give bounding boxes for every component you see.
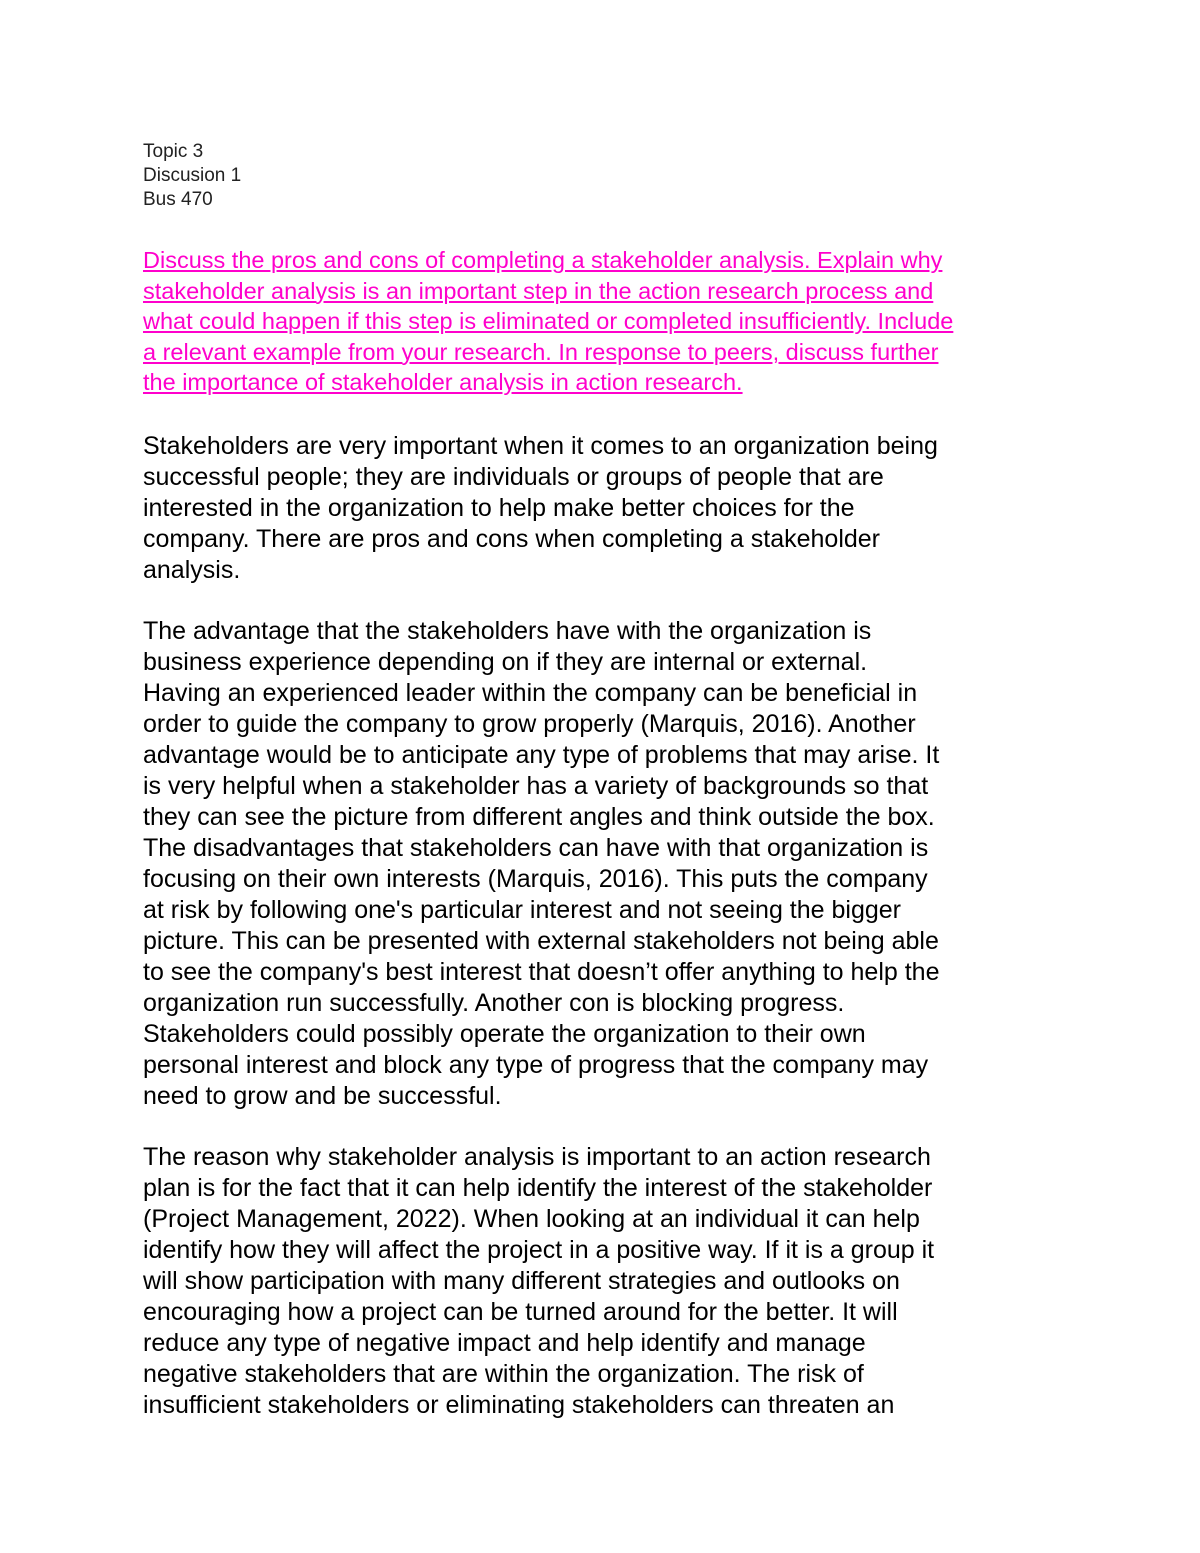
course-line: Bus 470: [143, 189, 213, 210]
body-paragraph-1: Stakeholders are very important when it comes to an organization being successful people; they are individuals or groups of people that are interested in the organization to help make better choices for the company. There are pros and cons when completing a stakeholder analysis.: [143, 431, 938, 584]
document-header: [143, 140, 1068, 212]
body-paragraph-2: The advantage that the stakeholders have with the organization is business experience depending on if they are internal or external. Having an experienced leader within the company can be beneficial in order to guide the company to grow properly (Marquis, 2016). Another advantage would be to anticipate any type of problems that may arise. It is very helpful when a stakeholder has a variety of backgrounds so that they can see the picture from different angles and think outside the box. The disadvantages that stakeholders can have with that organization is focusing on their own interests (Marquis, 2016). This puts the company at risk by following one's particular interest and not seeing the bigger picture. This can be presented with external stakeholders not being able to see the company's best interest that doesn’t offer anything to help the organization run successfully. Another con is blocking progress. Stakeholders could possibly operate the organization to their own personal interest and block any type of progress that the company may need to grow and be successful.: [143, 616, 940, 1110]
document-content: [143, 140, 1068, 1446]
topic-line: Topic 3: [143, 141, 204, 162]
discussion-line: Discusion 1: [143, 165, 242, 186]
body-paragraph-3: The reason why stakeholder analysis is important to an action research plan is for the fact that it can help identify the interest of the stakeholder (Project Management, 2022). When looking at an individual it can help identify how they will affect the project in a positive way. If it is a group it will show participation with many different strategies and outlooks on encouraging how a project can be turned around for the better. It will reduce any type of negative impact and help identify and manage negative stakeholders that are within the organization. The risk of insufficient stakeholders or eliminating stakeholders can threaten an: [143, 1142, 935, 1419]
discussion-prompt-text: Discuss the pros and cons of completing a stakeholder analysis. Explain why stakeholder analysis is an important step in the action research process and what could happen if this step is eliminated or completed insufficiently. Include a relevant example from your research. In response to peers, discuss further the importance of stakeholder analysis in action research.: [143, 247, 954, 395]
discussion-prompt: [143, 245, 1068, 398]
